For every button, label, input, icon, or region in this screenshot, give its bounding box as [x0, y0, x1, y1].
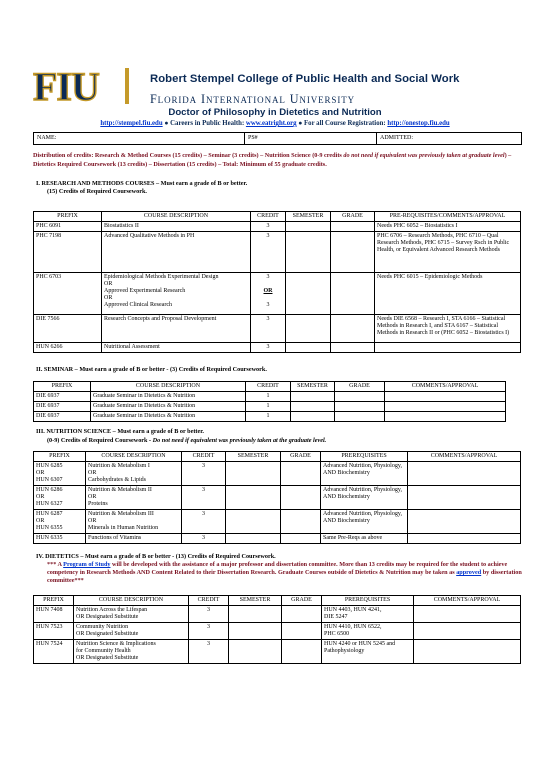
course-comments: [375, 343, 521, 353]
grade-cell[interactable]: [281, 486, 321, 510]
prereq-line: DIE 5247: [324, 614, 348, 620]
student-info-box: [33, 132, 522, 145]
desc-line: Epidemiological Methods Experimental Design: [104, 274, 219, 280]
semester-cell[interactable]: [229, 623, 282, 640]
onestop-link[interactable]: http://onestop.fiu.edu: [387, 120, 450, 127]
section-4-title: IV. DIETETICS – Must earn a grade of B or better - (13) Credits of Required Coursework.: [36, 553, 276, 560]
prereq-line: HUN 4410, HUN 6522,: [324, 624, 382, 630]
course-credit: 3: [251, 232, 286, 273]
course-credit: 3: [189, 623, 229, 640]
course-description: [86, 510, 182, 534]
approved-link[interactable]: approved: [456, 569, 482, 576]
table-row: [34, 510, 521, 534]
table-header-row: [34, 596, 521, 606]
desc-line: OR Designated Substitute: [76, 655, 139, 661]
col-header: PRE-REQUISITES/COMMENTS/APPROVAL: [375, 212, 521, 222]
semester-cell[interactable]: [229, 606, 282, 623]
course-description: Nutritional Assessment: [102, 343, 251, 353]
grade-cell[interactable]: [331, 222, 375, 232]
col-header: SEMESTER: [286, 212, 331, 222]
col-header: COMMENTS/APPROVAL: [414, 596, 521, 606]
desc-line: Approved Clinical Research: [104, 302, 172, 308]
grade-cell[interactable]: [335, 412, 385, 422]
desc-line: for Community Health: [76, 648, 131, 654]
program-of-study-link[interactable]: Program of Study: [63, 561, 111, 568]
course-description: [74, 640, 189, 664]
table-row: [34, 315, 521, 343]
course-credit: 3: [182, 510, 226, 534]
program-of-study-note: [47, 561, 522, 585]
table-row: [34, 222, 521, 232]
col-header: COMMENTS/APPROVAL: [385, 382, 506, 392]
prereq-line: PHC 6500: [324, 631, 350, 637]
table-row: [34, 343, 521, 353]
subtitle-text: (0-9) Credits of Required Coursework: [47, 437, 148, 444]
header-links: [0, 120, 550, 127]
col-header: GRADE: [281, 452, 321, 462]
prefix-line: OR: [36, 494, 45, 500]
table-header-row: [34, 212, 521, 222]
table-row: [34, 232, 521, 273]
university-name: Florida International University: [150, 92, 356, 106]
prerequisites: [321, 486, 408, 510]
credit-line: 3: [266, 274, 270, 280]
grade-cell[interactable]: [331, 232, 375, 273]
course-prefix: [34, 462, 86, 486]
prereq-line: HUN 4240 or HUN 5245 and: [324, 641, 396, 647]
course-description: Biostatistics II: [102, 222, 251, 232]
grade-cell[interactable]: [281, 462, 321, 486]
semester-cell[interactable]: [286, 222, 331, 232]
desc-line: Proteins: [88, 501, 108, 507]
col-header: GRADE: [282, 596, 322, 606]
prereq-line: AND Biochemistry: [323, 470, 370, 476]
course-description: Graduate Seminar in Dietetics & Nutrition: [91, 392, 246, 402]
col-header: CREDIT: [251, 212, 286, 222]
course-credit: 3: [251, 315, 286, 343]
comments-cell[interactable]: [414, 606, 521, 623]
course-credit: [251, 273, 286, 315]
col-header: COURSE DESCRIPTION: [102, 212, 251, 222]
course-comments: Needs PHC 6052 – Biostatistics I: [375, 222, 521, 232]
desc-line: Carbohydrates & Lipids: [88, 477, 146, 483]
course-description: Functions of Vitamins: [86, 534, 182, 544]
course-credit: 3: [182, 462, 226, 486]
col-header: PREFIX: [34, 452, 86, 462]
desc-line: OR: [104, 281, 113, 287]
prerequisites: Same Pre-Reqs as above: [321, 534, 408, 544]
comments-cell[interactable]: [414, 623, 521, 640]
prereq-line: Pathophysiology: [324, 648, 365, 654]
course-description: [86, 486, 182, 510]
prefix-line: OR: [36, 470, 45, 476]
table-header-row: [34, 452, 521, 462]
section-2-title: II. SEMINAR – Must earn a grade of B or better - (3) Credits of Required Coursework.: [36, 366, 267, 373]
table-row: [34, 462, 521, 486]
course-prefix: [34, 486, 86, 510]
comments-cell[interactable]: [385, 402, 506, 412]
table-row: [34, 486, 521, 510]
comments-cell[interactable]: [385, 412, 506, 422]
course-credit: 3: [251, 222, 286, 232]
prereq-line: HUN 4403, HUN 4241,: [324, 607, 382, 613]
semester-cell[interactable]: [286, 232, 331, 273]
table-row: [34, 402, 506, 412]
desc-line: Nutrition Science & Implications: [76, 641, 156, 647]
course-prefix: DIE 7566: [34, 315, 102, 343]
prefix-line: HUN 6285: [36, 463, 63, 469]
prefix-line: HUN 6287: [36, 511, 63, 517]
col-header: COURSE DESCRIPTION: [91, 382, 246, 392]
prereq-line: Advanced Nutrition, Physiology,: [323, 511, 402, 517]
prefix-line: HUN 6307: [36, 477, 63, 483]
col-header: GRADE: [331, 212, 375, 222]
desc-line: Nutrition & Metabolism III: [88, 511, 154, 517]
research-methods-table: [33, 211, 521, 353]
course-credit: 3: [251, 343, 286, 353]
prefix-line: OR: [36, 518, 45, 524]
seminar-table: [33, 381, 506, 422]
table-header-row: [34, 382, 506, 392]
col-header: COMMENTS/APPROVAL: [408, 452, 521, 462]
credit-distribution: [33, 151, 523, 169]
distribution-note: do not need if equivalent was previously taken at graduate level: [343, 152, 505, 159]
note-text: will be developed with the assistance of a major professor and dissertation committee. More than 13 credits may be required for the student to achieve competency in Research Methods AND Content Related to their Dissertation Research. Graduate Courses outside of Dietetics & Nutrition may be taken as: [47, 561, 508, 576]
name-field[interactable]: NAME:: [34, 133, 245, 144]
course-prefix: PHC 7198: [34, 232, 102, 273]
comments-cell[interactable]: [414, 640, 521, 664]
section-3-title: III. NUTRITION SCIENCE – Must earn a grade of B or better.: [36, 428, 204, 435]
desc-line: OR: [88, 494, 97, 500]
col-header: PREREQUISITES: [322, 596, 414, 606]
stempel-link[interactable]: http://stempel.fiu.edu: [100, 120, 163, 127]
course-credit: 3: [182, 534, 226, 544]
prerequisites: [321, 510, 408, 534]
grade-cell[interactable]: [282, 623, 322, 640]
course-description: Graduate Seminar in Dietetics & Nutrition: [91, 412, 246, 422]
course-description: [102, 273, 251, 315]
comments-cell[interactable]: [408, 462, 521, 486]
table-row: [34, 640, 521, 664]
desc-line: Nutrition & Metabolism II: [88, 487, 152, 493]
col-header: SEMESTER: [291, 382, 335, 392]
credit-line: 3: [266, 302, 270, 308]
prereq-line: Advanced Nutrition, Physiology,: [323, 487, 402, 493]
course-description: [74, 606, 189, 623]
course-description: [86, 462, 182, 486]
credit-or: OR: [263, 288, 273, 294]
course-description: [74, 623, 189, 640]
distribution-text: Distribution of credits: Research & Method Courses (15 credits) – Seminar (3 credits) – Nutrition Science (0-9 credits: [33, 152, 344, 159]
col-header: CREDIT: [189, 596, 229, 606]
course-comments: Needs PHC 6015 – Epidemiologic Methods: [375, 273, 521, 315]
course-description: Graduate Seminar in Dietetics & Nutrition: [91, 402, 246, 412]
col-header: PREFIX: [34, 596, 74, 606]
course-prefix: PHC 6091: [34, 222, 102, 232]
course-prefix: DIE 6937: [34, 402, 91, 412]
grade-cell[interactable]: [335, 392, 385, 402]
grade-cell[interactable]: [335, 402, 385, 412]
prerequisites: [322, 640, 414, 664]
course-credit: 1: [246, 392, 291, 402]
table-row: [34, 392, 506, 402]
course-prefix: HUN 6335: [34, 534, 86, 544]
svg-text:FIU: FIU: [33, 67, 99, 103]
desc-line: Minerals in Human Nutrition: [88, 525, 159, 531]
table-row: [34, 534, 521, 544]
col-header: COURSE DESCRIPTION: [86, 452, 182, 462]
col-header: PREFIX: [34, 212, 102, 222]
course-credit: 3: [189, 640, 229, 664]
section-1-title: I. RESEARCH AND METHODS COURSES – Must earn a grade of B or better.: [36, 180, 248, 187]
desc-line: Community Nutrition: [76, 624, 129, 630]
course-comments: Needs DIE 6568 – Research I, STA 6166 – Statistical Methods in Research I, and STA 6167 – Statistical Methods in Research II or (PHC 6052 – Biostatistics I): [375, 315, 521, 343]
semester-cell[interactable]: [286, 315, 331, 343]
dietetics-table: [33, 595, 521, 664]
course-prefix: DIE 6937: [34, 412, 91, 422]
admitted-field[interactable]: ADMITTED:: [380, 135, 413, 141]
semester-cell[interactable]: [226, 462, 281, 486]
desc-line: Nutrition Across the Lifespan: [76, 607, 148, 613]
section-3-subtitle: [47, 437, 326, 445]
desc-line: OR: [88, 470, 97, 476]
course-prefix: PHC 6703: [34, 273, 102, 315]
desc-line: OR: [104, 295, 113, 301]
semester-cell[interactable]: [226, 534, 281, 544]
semester-cell[interactable]: [286, 273, 331, 315]
course-prefix: DIE 6937: [34, 392, 91, 402]
col-header: PREREQUISITES: [321, 452, 408, 462]
comments-cell[interactable]: [408, 510, 521, 534]
desc-line: Nutrition & Metabolism I: [88, 463, 150, 469]
desc-line: Approved Experimental Research: [104, 288, 186, 294]
comments-cell[interactable]: [408, 486, 521, 510]
prefix-line: HUN 6327: [36, 501, 63, 507]
grade-cell[interactable]: [281, 510, 321, 534]
col-header: CREDIT: [246, 382, 291, 392]
section-1-subtitle: (15) Credits of Required Coursework.: [47, 188, 147, 195]
page-title: Doctor of Philosophy in Dietetics and Nutrition: [168, 107, 382, 118]
note-text: by dissertation committee***: [47, 569, 522, 584]
semester-cell[interactable]: [291, 392, 335, 402]
course-credit: 3: [189, 606, 229, 623]
col-header: SEMESTER: [226, 452, 281, 462]
course-credit: 3: [182, 486, 226, 510]
col-header: PREFIX: [34, 382, 91, 392]
grade-cell[interactable]: [331, 315, 375, 343]
semester-cell[interactable]: [229, 640, 282, 664]
desc-line: OR Designated Substitute: [76, 631, 139, 637]
bullet: ●: [164, 120, 169, 127]
grade-cell[interactable]: [282, 640, 322, 664]
nutrition-science-table: [33, 451, 521, 544]
semester-cell[interactable]: [291, 402, 335, 412]
desc-line: OR Designated Substitute: [76, 614, 139, 620]
col-header: SEMESTER: [229, 596, 282, 606]
prereq-line: AND Biochemistry: [323, 494, 370, 500]
prerequisites: [322, 606, 414, 623]
prefix-line: HUN 6286: [36, 487, 63, 493]
eatright-link[interactable]: www.eatright.org: [245, 120, 297, 127]
course-prefix: HUN 7408: [34, 606, 74, 623]
semester-cell[interactable]: [226, 486, 281, 510]
table-row: [34, 412, 506, 422]
careers-label: Careers in Public Health:: [170, 120, 245, 127]
course-prefix: HUN 7523: [34, 623, 74, 640]
prereq-line: Advanced Nutrition, Physiology,: [323, 463, 402, 469]
prerequisites: [322, 623, 414, 640]
prefix-line: HUN 6355: [36, 525, 63, 531]
col-header: GRADE: [335, 382, 385, 392]
subtitle-note: - Do not need if equivalent was previously taken at the graduate level.: [147, 437, 327, 444]
comments-cell[interactable]: [385, 392, 506, 402]
table-row: [34, 606, 521, 623]
distribution-text-2: ) – Dietetics Required Coursework (13 credits) – Dissertation (15 credits) – Total: Minimum of 55 graduate credits.: [33, 152, 512, 168]
grade-cell[interactable]: [282, 606, 322, 623]
course-description: Research Concepts and Proposal Development: [102, 315, 251, 343]
prereq-line: AND Biochemistry: [323, 518, 370, 524]
fiu-logo: [33, 67, 121, 103]
col-header: COURSE DESCRIPTION: [74, 596, 189, 606]
note-text: *** A: [47, 561, 64, 568]
col-header: CREDIT: [182, 452, 226, 462]
course-credit: 1: [246, 412, 291, 422]
ps-field[interactable]: PS#: [245, 133, 377, 144]
grade-cell[interactable]: [331, 273, 375, 315]
college-name: Robert Stempel College of Public Health and Social Work: [150, 73, 460, 85]
desc-line: OR: [88, 518, 97, 524]
grade-cell[interactable]: [331, 343, 375, 353]
table-row: [34, 623, 521, 640]
semester-cell[interactable]: [291, 412, 335, 422]
brand-divider: [125, 68, 129, 104]
course-description: Advanced Qualitative Methods in PH: [102, 232, 251, 273]
semester-cell[interactable]: [226, 510, 281, 534]
course-credit: 1: [246, 402, 291, 412]
prerequisites: [321, 462, 408, 486]
course-prefix: HUN 6266: [34, 343, 102, 353]
registration-label: ● For all Course Registration:: [298, 120, 386, 127]
course-prefix: [34, 510, 86, 534]
table-row: [34, 273, 521, 315]
grade-cell[interactable]: [281, 534, 321, 544]
comments-cell[interactable]: [408, 534, 521, 544]
course-prefix: HUN 7524: [34, 640, 74, 664]
semester-cell[interactable]: [286, 343, 331, 353]
course-comments: PHC 6706 – Research Methods, PHC 6710 – Qual Research Methods, PHC 6715 – Survey Rsch in Public Health, or Equivalent Advanced Research Methods: [375, 232, 521, 273]
